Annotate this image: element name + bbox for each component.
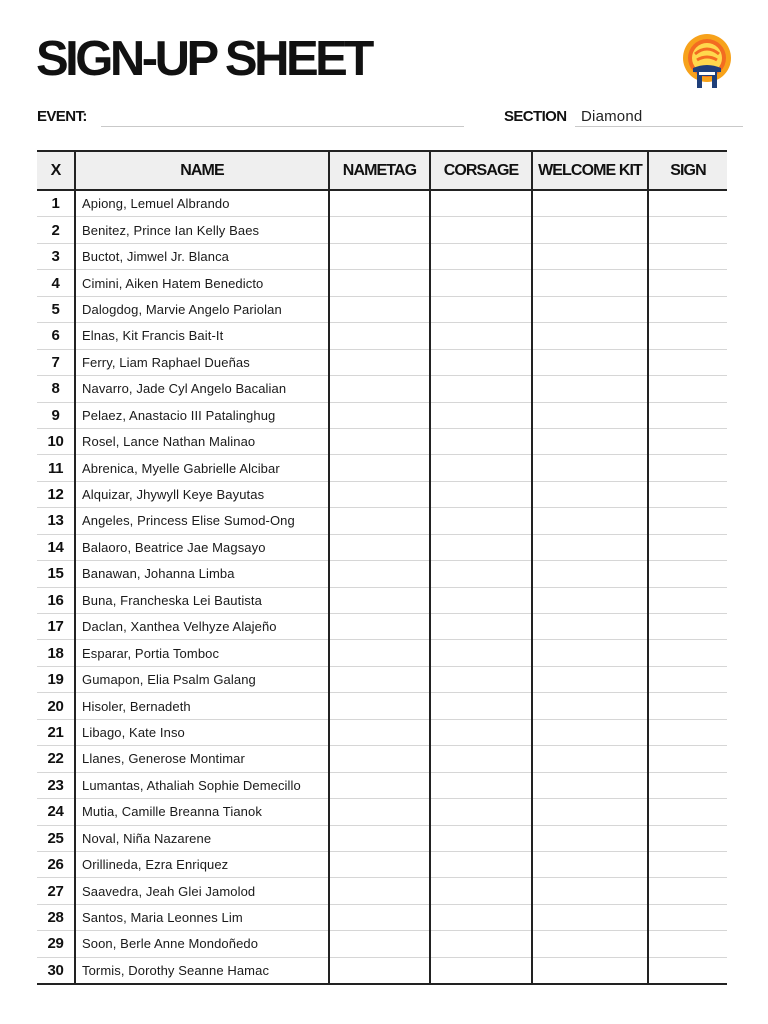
corsage-cell[interactable] <box>430 931 532 957</box>
table-row <box>37 243 727 269</box>
corsage-cell[interactable] <box>430 349 532 375</box>
column-header-nametag: NAMETAG <box>329 151 430 190</box>
table-row <box>37 376 727 402</box>
nametag-cell[interactable] <box>329 640 430 666</box>
row-number: 2 <box>37 217 75 243</box>
signature-cell[interactable] <box>648 534 727 560</box>
welcome-kit-cell[interactable] <box>532 614 648 640</box>
nametag-cell[interactable] <box>329 296 430 322</box>
student-name: Esparar, Portia Tomboc <box>75 640 329 666</box>
row-number: 20 <box>37 693 75 719</box>
signature-cell[interactable] <box>648 402 727 428</box>
welcome-kit-cell[interactable] <box>532 825 648 851</box>
column-header-name: NAME <box>75 151 329 190</box>
student-name: Orillineda, Ezra Enriquez <box>75 851 329 877</box>
nametag-cell[interactable] <box>329 349 430 375</box>
row-number: 3 <box>37 243 75 269</box>
signature-cell[interactable] <box>648 693 727 719</box>
welcome-kit-cell[interactable] <box>532 746 648 772</box>
welcome-kit-cell[interactable] <box>532 481 648 507</box>
column-header-welcome-kit: WELCOME KIT <box>532 151 648 190</box>
welcome-kit-cell[interactable] <box>532 957 648 984</box>
welcome-kit-cell[interactable] <box>532 349 648 375</box>
corsage-cell[interactable] <box>430 561 532 587</box>
student-name: Dalogdog, Marvie Angelo Pariolan <box>75 296 329 322</box>
corsage-cell[interactable] <box>430 534 532 560</box>
table-row <box>37 693 727 719</box>
nametag-cell[interactable] <box>329 561 430 587</box>
corsage-cell[interactable] <box>430 296 532 322</box>
signature-cell[interactable] <box>648 851 727 877</box>
nametag-cell[interactable] <box>329 587 430 613</box>
student-name: Libago, Kate Inso <box>75 719 329 745</box>
student-name: Hisoler, Bernadeth <box>75 693 329 719</box>
welcome-kit-cell[interactable] <box>532 455 648 481</box>
row-number: 25 <box>37 825 75 851</box>
welcome-kit-cell[interactable] <box>532 323 648 349</box>
table-row <box>37 587 727 613</box>
row-number: 11 <box>37 455 75 481</box>
table-row <box>37 878 727 904</box>
event-label: EVENT: <box>37 108 87 125</box>
nametag-cell[interactable] <box>329 878 430 904</box>
table-row <box>37 428 727 454</box>
nametag-cell[interactable] <box>329 376 430 402</box>
corsage-cell[interactable] <box>430 640 532 666</box>
corsage-cell[interactable] <box>430 666 532 692</box>
nametag-cell[interactable] <box>329 904 430 930</box>
table-row <box>37 323 727 349</box>
signature-cell[interactable] <box>648 746 727 772</box>
table-row <box>37 799 727 825</box>
welcome-kit-cell[interactable] <box>532 719 648 745</box>
nametag-cell[interactable] <box>329 481 430 507</box>
signature-cell[interactable] <box>648 799 727 825</box>
signature-cell[interactable] <box>648 349 727 375</box>
table-row <box>37 481 727 507</box>
welcome-kit-cell[interactable] <box>532 772 648 798</box>
student-name: Ferry, Liam Raphael Dueñas <box>75 349 329 375</box>
student-name: Mutia, Camille Breanna Tianok <box>75 799 329 825</box>
welcome-kit-cell[interactable] <box>532 217 648 243</box>
row-number: 30 <box>37 957 75 984</box>
welcome-kit-cell[interactable] <box>532 376 648 402</box>
student-name: Noval, Niña Nazarene <box>75 825 329 851</box>
student-name: Pelaez, Anastacio III Patalinghug <box>75 402 329 428</box>
section-label: SECTION <box>504 108 567 125</box>
welcome-kit-cell[interactable] <box>532 640 648 666</box>
corsage-cell[interactable] <box>430 481 532 507</box>
row-number: 18 <box>37 640 75 666</box>
nametag-cell[interactable] <box>329 428 430 454</box>
school-emblem-icon <box>680 32 734 90</box>
corsage-cell[interactable] <box>430 376 532 402</box>
table-row <box>37 851 727 877</box>
nametag-cell[interactable] <box>329 851 430 877</box>
nametag-cell[interactable] <box>329 190 430 217</box>
student-name: Apiong, Lemuel Albrando <box>75 190 329 217</box>
corsage-cell[interactable] <box>430 455 532 481</box>
row-number: 6 <box>37 323 75 349</box>
student-name: Tormis, Dorothy Seanne Hamac <box>75 957 329 984</box>
nametag-cell[interactable] <box>329 508 430 534</box>
signature-cell[interactable] <box>648 508 727 534</box>
signature-cell[interactable] <box>648 376 727 402</box>
table-row <box>37 614 727 640</box>
table-row <box>37 666 727 692</box>
nametag-cell[interactable] <box>329 666 430 692</box>
signature-cell[interactable] <box>648 666 727 692</box>
nametag-cell[interactable] <box>329 534 430 560</box>
table-row <box>37 270 727 296</box>
corsage-cell[interactable] <box>430 825 532 851</box>
signature-cell[interactable] <box>648 614 727 640</box>
nametag-cell[interactable] <box>329 217 430 243</box>
student-name: Santos, Maria Leonnes Lim <box>75 904 329 930</box>
signature-cell[interactable] <box>648 957 727 984</box>
corsage-cell[interactable] <box>430 878 532 904</box>
nametag-cell[interactable] <box>329 746 430 772</box>
signature-cell[interactable] <box>648 561 727 587</box>
sign-up-table <box>37 150 727 985</box>
signature-cell[interactable] <box>648 904 727 930</box>
signature-cell[interactable] <box>648 587 727 613</box>
welcome-kit-cell[interactable] <box>532 904 648 930</box>
row-number: 28 <box>37 904 75 930</box>
signature-cell[interactable] <box>648 825 727 851</box>
corsage-cell[interactable] <box>430 693 532 719</box>
corsage-cell[interactable] <box>430 957 532 984</box>
table-row <box>37 640 727 666</box>
row-number: 12 <box>37 481 75 507</box>
table-row <box>37 296 727 322</box>
row-number: 16 <box>37 587 75 613</box>
student-name: Rosel, Lance Nathan Malinao <box>75 428 329 454</box>
corsage-cell[interactable] <box>430 217 532 243</box>
signature-cell[interactable] <box>648 243 727 269</box>
student-name: Buna, Francheska Lei Bautista <box>75 587 329 613</box>
corsage-cell[interactable] <box>430 772 532 798</box>
student-name: Soon, Berle Anne Mondoñedo <box>75 931 329 957</box>
welcome-kit-cell[interactable] <box>532 931 648 957</box>
table-row <box>37 957 727 984</box>
welcome-kit-cell[interactable] <box>532 799 648 825</box>
welcome-kit-cell[interactable] <box>532 878 648 904</box>
table-row <box>37 534 727 560</box>
table-row <box>37 931 727 957</box>
table-row <box>37 349 727 375</box>
nametag-cell[interactable] <box>329 719 430 745</box>
student-name: Gumapon, Elia Psalm Galang <box>75 666 329 692</box>
table-row <box>37 561 727 587</box>
nametag-cell[interactable] <box>329 693 430 719</box>
nametag-cell[interactable] <box>329 402 430 428</box>
table-row <box>37 825 727 851</box>
student-name: Banawan, Johanna Limba <box>75 561 329 587</box>
row-number: 13 <box>37 508 75 534</box>
corsage-cell[interactable] <box>430 270 532 296</box>
nametag-cell[interactable] <box>329 455 430 481</box>
row-number: 15 <box>37 561 75 587</box>
welcome-kit-cell[interactable] <box>532 534 648 560</box>
welcome-kit-cell[interactable] <box>532 851 648 877</box>
row-number: 23 <box>37 772 75 798</box>
welcome-kit-cell[interactable] <box>532 561 648 587</box>
row-number: 22 <box>37 746 75 772</box>
corsage-cell[interactable] <box>430 243 532 269</box>
signature-cell[interactable] <box>648 772 727 798</box>
welcome-kit-cell[interactable] <box>532 402 648 428</box>
row-number: 5 <box>37 296 75 322</box>
signature-cell[interactable] <box>648 455 727 481</box>
signature-cell[interactable] <box>648 296 727 322</box>
corsage-cell[interactable] <box>430 851 532 877</box>
welcome-kit-cell[interactable] <box>532 693 648 719</box>
signature-cell[interactable] <box>648 428 727 454</box>
row-number: 24 <box>37 799 75 825</box>
student-name: Llanes, Generose Montimar <box>75 746 329 772</box>
student-name: Navarro, Jade Cyl Angelo Bacalian <box>75 376 329 402</box>
signature-cell[interactable] <box>648 217 727 243</box>
row-number: 26 <box>37 851 75 877</box>
student-name: Angeles, Princess Elise Sumod-Ong <box>75 508 329 534</box>
student-name: Lumantas, Athaliah Sophie Demecillo <box>75 772 329 798</box>
student-name: Elnas, Kit Francis Bait-It <box>75 323 329 349</box>
table-header-row <box>37 151 727 190</box>
table-row <box>37 508 727 534</box>
table-row <box>37 904 727 930</box>
student-name: Buctot, Jimwel Jr. Blanca <box>75 243 329 269</box>
table-row <box>37 772 727 798</box>
corsage-cell[interactable] <box>430 587 532 613</box>
row-number: 1 <box>37 190 75 217</box>
student-name: Saavedra, Jeah Glei Jamolod <box>75 878 329 904</box>
row-number: 9 <box>37 402 75 428</box>
corsage-cell[interactable] <box>430 190 532 217</box>
nametag-cell[interactable] <box>329 957 430 984</box>
welcome-kit-cell[interactable] <box>532 428 648 454</box>
student-name: Balaoro, Beatrice Jae Magsayo <box>75 534 329 560</box>
student-name: Benitez, Prince Ian Kelly Baes <box>75 217 329 243</box>
welcome-kit-cell[interactable] <box>532 508 648 534</box>
table-body <box>37 190 727 984</box>
section-field[interactable]: Diamond <box>581 108 643 125</box>
table-row <box>37 190 727 217</box>
welcome-kit-cell[interactable] <box>532 270 648 296</box>
corsage-cell[interactable] <box>430 428 532 454</box>
page-title: SIGN-UP SHEET <box>36 32 371 86</box>
row-number: 27 <box>37 878 75 904</box>
row-number: 8 <box>37 376 75 402</box>
welcome-kit-cell[interactable] <box>532 666 648 692</box>
signature-cell[interactable] <box>648 190 727 217</box>
welcome-kit-cell[interactable] <box>532 296 648 322</box>
signature-cell[interactable] <box>648 640 727 666</box>
signature-cell[interactable] <box>648 878 727 904</box>
row-number: 21 <box>37 719 75 745</box>
corsage-cell[interactable] <box>430 508 532 534</box>
student-name: Alquizar, Jhywyll Keye Bayutas <box>75 481 329 507</box>
corsage-cell[interactable] <box>430 402 532 428</box>
row-number: 19 <box>37 666 75 692</box>
row-number: 10 <box>37 428 75 454</box>
corsage-cell[interactable] <box>430 719 532 745</box>
column-header-x: X <box>37 151 75 190</box>
student-name: Cimini, Aiken Hatem Benedicto <box>75 270 329 296</box>
corsage-cell[interactable] <box>430 323 532 349</box>
corsage-cell[interactable] <box>430 614 532 640</box>
nametag-cell[interactable] <box>329 323 430 349</box>
corsage-cell[interactable] <box>430 799 532 825</box>
signature-cell[interactable] <box>648 323 727 349</box>
welcome-kit-cell[interactable] <box>532 243 648 269</box>
column-header-corsage: CORSAGE <box>430 151 532 190</box>
table-row <box>37 719 727 745</box>
nametag-cell[interactable] <box>329 931 430 957</box>
table-row <box>37 455 727 481</box>
student-name: Daclan, Xanthea Velhyze Alajeño <box>75 614 329 640</box>
signature-cell[interactable] <box>648 270 727 296</box>
event-field[interactable] <box>101 126 464 127</box>
row-number: 7 <box>37 349 75 375</box>
corsage-cell[interactable] <box>430 904 532 930</box>
student-name: Abrenica, Myelle Gabrielle Alcibar <box>75 455 329 481</box>
signature-cell[interactable] <box>648 719 727 745</box>
nametag-cell[interactable] <box>329 270 430 296</box>
nametag-cell[interactable] <box>329 825 430 851</box>
signature-cell[interactable] <box>648 931 727 957</box>
column-header-sign: SIGN <box>648 151 727 190</box>
row-number: 17 <box>37 614 75 640</box>
nametag-cell[interactable] <box>329 243 430 269</box>
nametag-cell[interactable] <box>329 772 430 798</box>
table-row <box>37 217 727 243</box>
welcome-kit-cell[interactable] <box>532 587 648 613</box>
row-number: 14 <box>37 534 75 560</box>
nametag-cell[interactable] <box>329 614 430 640</box>
nametag-cell[interactable] <box>329 799 430 825</box>
table-row <box>37 402 727 428</box>
table-row <box>37 746 727 772</box>
welcome-kit-cell[interactable] <box>532 190 648 217</box>
corsage-cell[interactable] <box>430 746 532 772</box>
row-number: 4 <box>37 270 75 296</box>
row-number: 29 <box>37 931 75 957</box>
signature-cell[interactable] <box>648 481 727 507</box>
